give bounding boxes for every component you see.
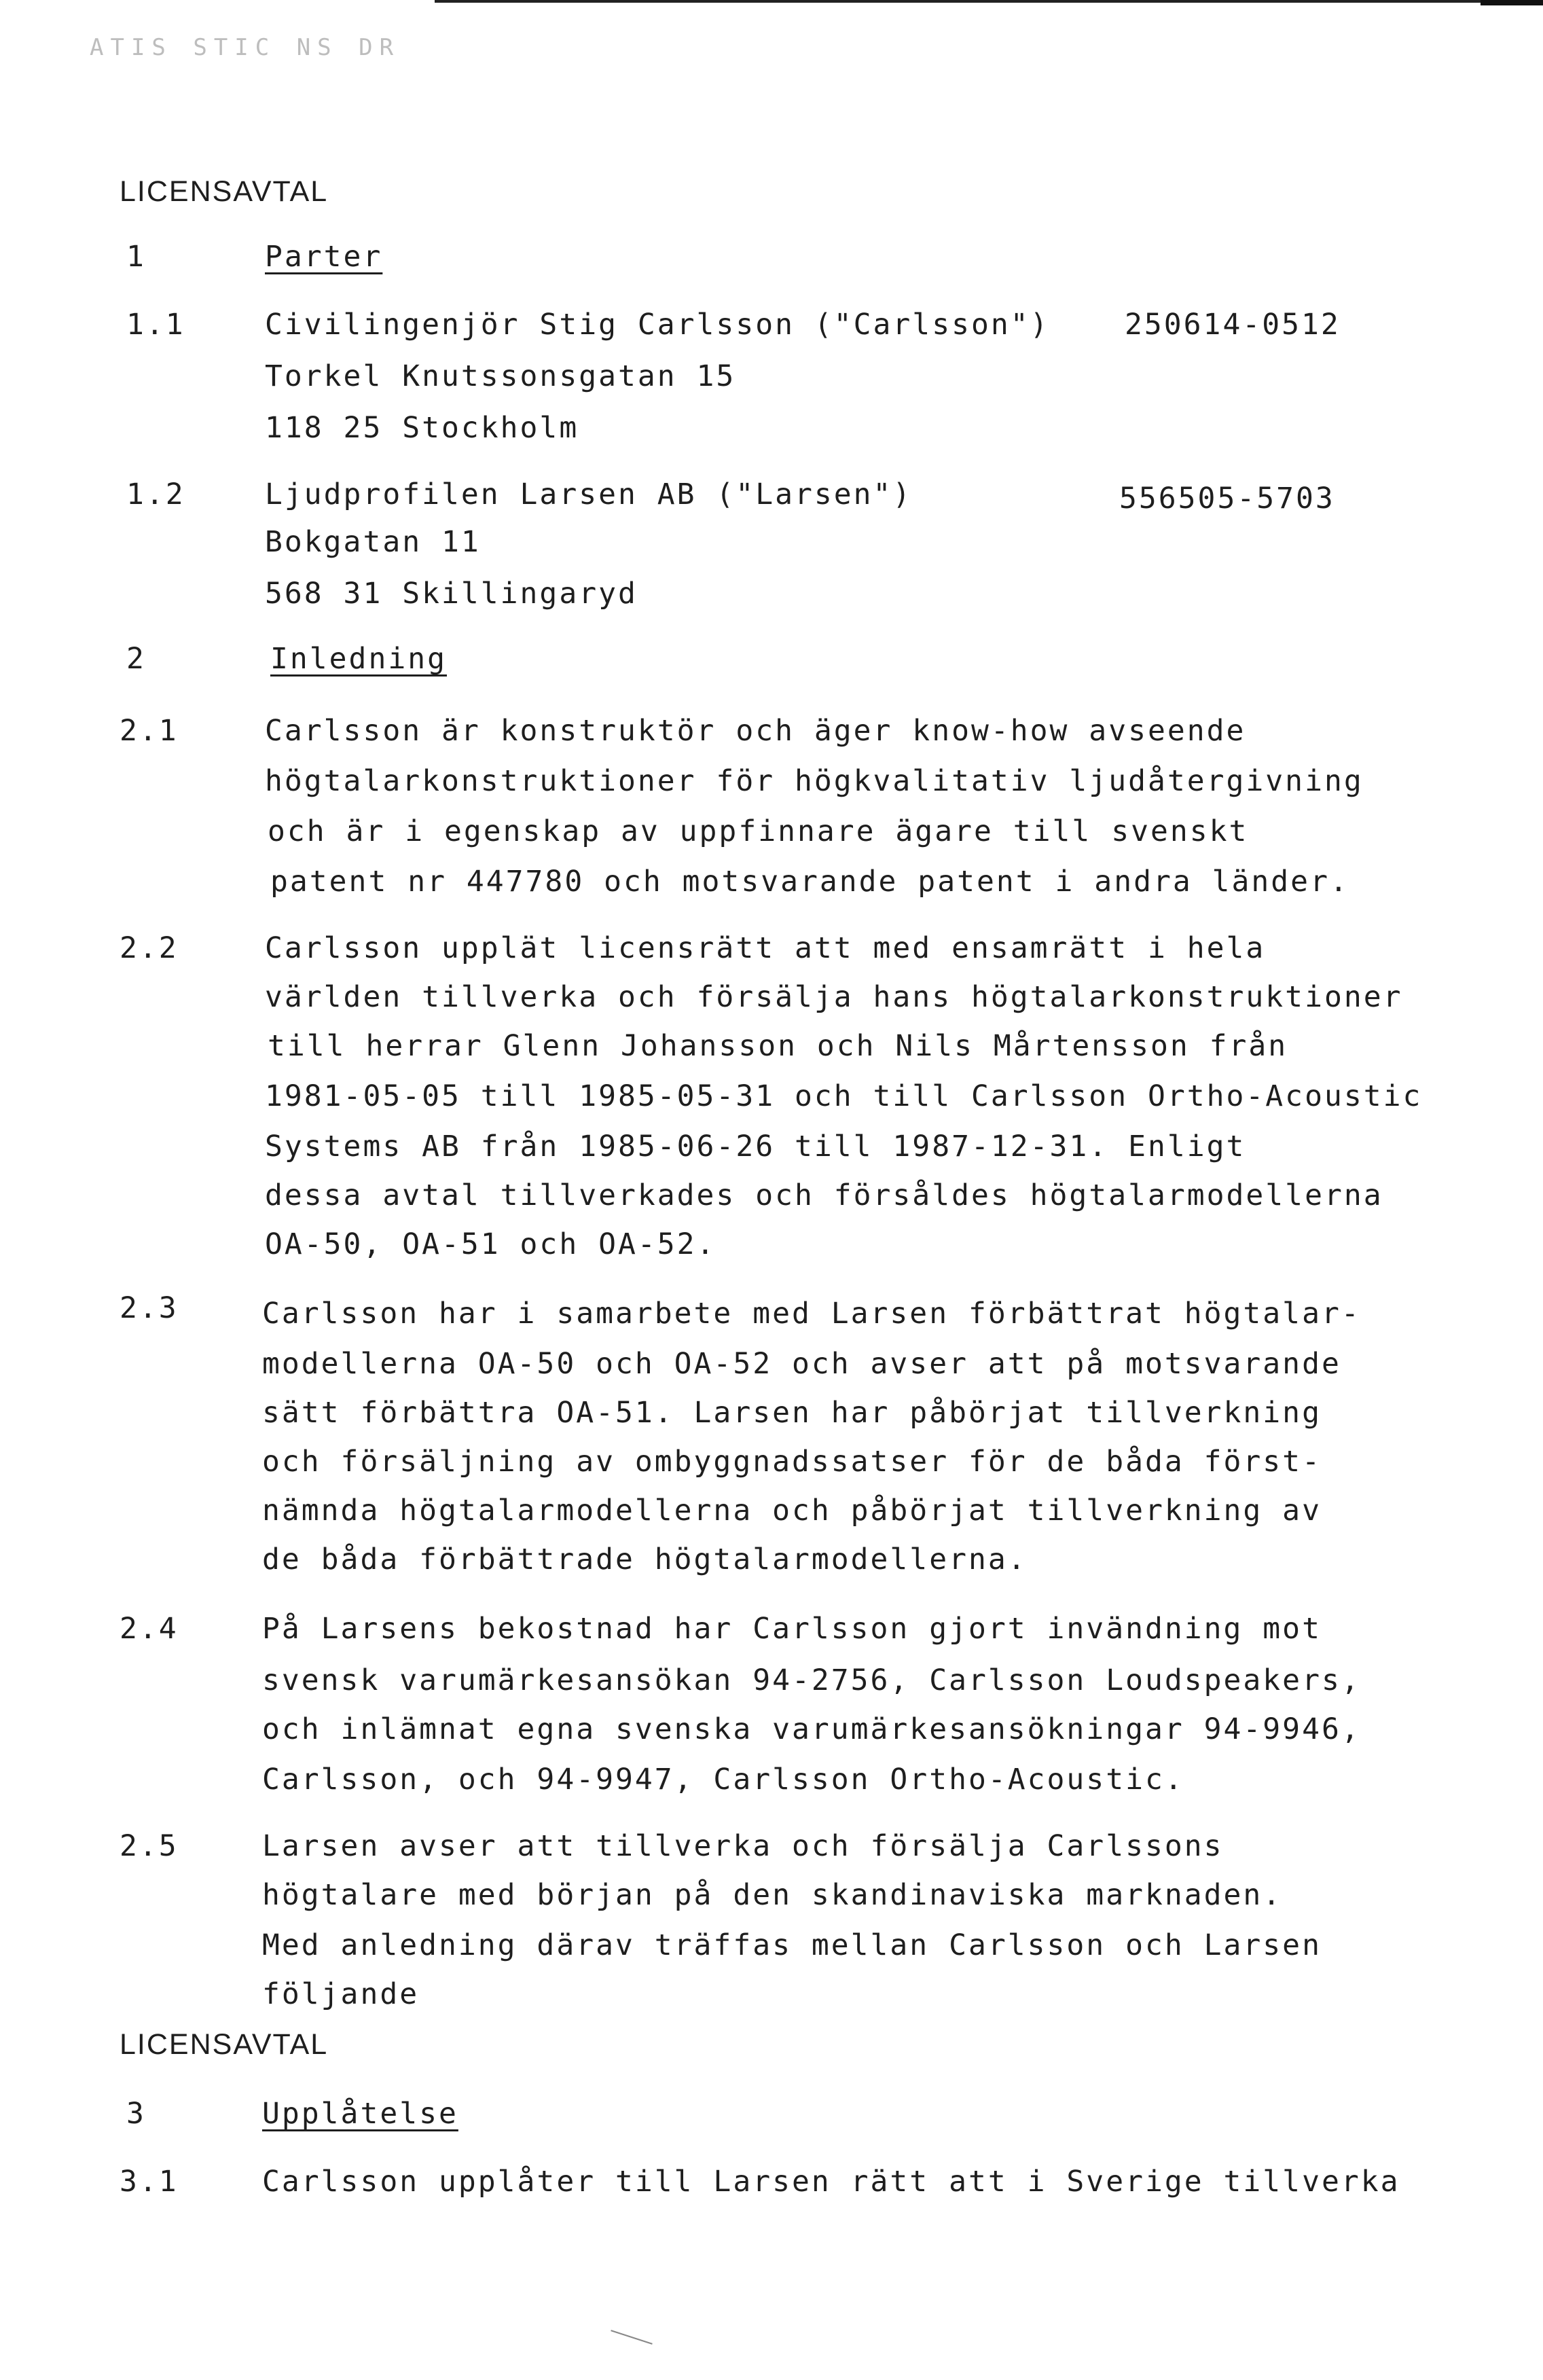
party-postal-city: 568 31 Skillingaryd — [265, 577, 638, 611]
party-id-number: 556505-5703 — [1119, 482, 1335, 516]
party-street: Bokgatan 11 — [265, 525, 481, 559]
clause-text-line: Carlsson har i samarbete med Larsen förbättrat högtalar- — [262, 1297, 1361, 1331]
clause-text-line: och försäljning av ombyggnadssatser för de båda först- — [262, 1445, 1322, 1479]
clause-number: 2.5 — [120, 1829, 179, 1863]
party-name: Ljudprofilen Larsen AB ("Larsen") — [265, 477, 913, 511]
section-heading: Inledning — [270, 642, 447, 676]
faint-header-text: ATIS STIC NS DR — [90, 34, 401, 61]
clause-text-line: Carlsson upplät licensrätt att med ensamrätt i hela — [265, 931, 1266, 965]
party-name: Civilingenjör Stig Carlsson ("Carlsson") — [265, 308, 1050, 342]
clause-text-line: Systems AB från 1985-06-26 till 1987-12-31. Enligt — [265, 1130, 1246, 1164]
clause-number: 2.1 — [120, 714, 179, 748]
section-number: 1 — [126, 240, 146, 274]
clause-text-line: de båda förbättrade högtalarmodellerna. — [262, 1543, 1028, 1576]
clause-text-line: Larsen avser att tillverka och försälja Carlssons — [262, 1829, 1224, 1863]
clause-text-line: dessa avtal tillverkades och försåldes högtalarmodellerna — [265, 1178, 1383, 1212]
clause-text-line: Carlsson, och 94-9947, Carlsson Ortho-Acoustic. — [262, 1763, 1184, 1797]
clause-text-line: högtalarkonstruktioner för högkvalitativ ljudåtergivning — [265, 764, 1364, 798]
section-heading: Parter — [265, 240, 383, 274]
clause-text-line: och inlämnat egna svenska varumärkesansökningar 94-9946, — [262, 1712, 1361, 1746]
scan-top-edge-line — [435, 0, 1543, 3]
section-heading: Upplåtelse — [262, 2097, 458, 2131]
section-number: 2 — [126, 642, 146, 676]
party-street: Torkel Knutssonsgatan 15 — [265, 359, 736, 393]
clause-text-line: och är i egenskap av uppfinnare ägare till svenskt — [268, 814, 1249, 848]
clause-text-line: till herrar Glenn Johansson och Nils Mårtensson från — [268, 1029, 1288, 1063]
document-title: LICENSAVTAL — [120, 175, 329, 208]
clause-number: 2.3 — [120, 1291, 179, 1325]
clause-text-line: modellerna OA-50 och OA-52 och avser att på motsvarande — [262, 1347, 1341, 1381]
section-number: 3 — [126, 2097, 146, 2131]
clause-text-line: högtalare med början på den skandinaviska marknaden. — [262, 1878, 1283, 1912]
clause-text-line: 1981-05-05 till 1985-05-31 och till Carlsson Ortho-Acoustic — [265, 1079, 1423, 1113]
clause-text-line: följande — [262, 1977, 420, 2011]
clause-text-line: sätt förbättra OA-51. Larsen har påbörjat tillverkning — [262, 1396, 1322, 1430]
scan-top-edge-mark — [1481, 0, 1543, 5]
scan-mark — [611, 2330, 652, 2345]
clause-text-line: På Larsens bekostnad har Carlsson gjort invändning mot — [262, 1612, 1322, 1646]
document-subtitle: LICENSAVTAL — [120, 2028, 329, 2061]
clause-text-line: svensk varumärkesansökan 94-2756, Carlsson Loudspeakers, — [262, 1663, 1361, 1697]
party-id-number: 250614-0512 — [1125, 308, 1341, 342]
clause-text-line: OA-50, OA-51 och OA-52. — [265, 1227, 716, 1261]
clause-text-line: världen tillverka och försälja hans högtalarkonstruktioner — [265, 980, 1403, 1014]
clause-number: 3.1 — [120, 2165, 179, 2199]
clause-number: 1.1 — [126, 308, 185, 342]
clause-number: 1.2 — [126, 477, 185, 511]
clause-number: 2.4 — [120, 1612, 179, 1646]
clause-text-line: Carlsson upplåter till Larsen rätt att i Sverige tillverka — [262, 2165, 1400, 2199]
clause-text-line: Med anledning därav träffas mellan Carlsson och Larsen — [262, 1928, 1322, 1962]
party-postal-city: 118 25 Stockholm — [265, 411, 579, 445]
clause-number: 2.2 — [120, 931, 179, 965]
clause-text-line: Carlsson är konstruktör och äger know-how avseende — [265, 714, 1246, 748]
clause-text-line: patent nr 447780 och motsvarande patent i andra länder. — [270, 865, 1349, 899]
clause-text-line: nämnda högtalarmodellerna och påbörjat tillverkning av — [262, 1494, 1322, 1528]
